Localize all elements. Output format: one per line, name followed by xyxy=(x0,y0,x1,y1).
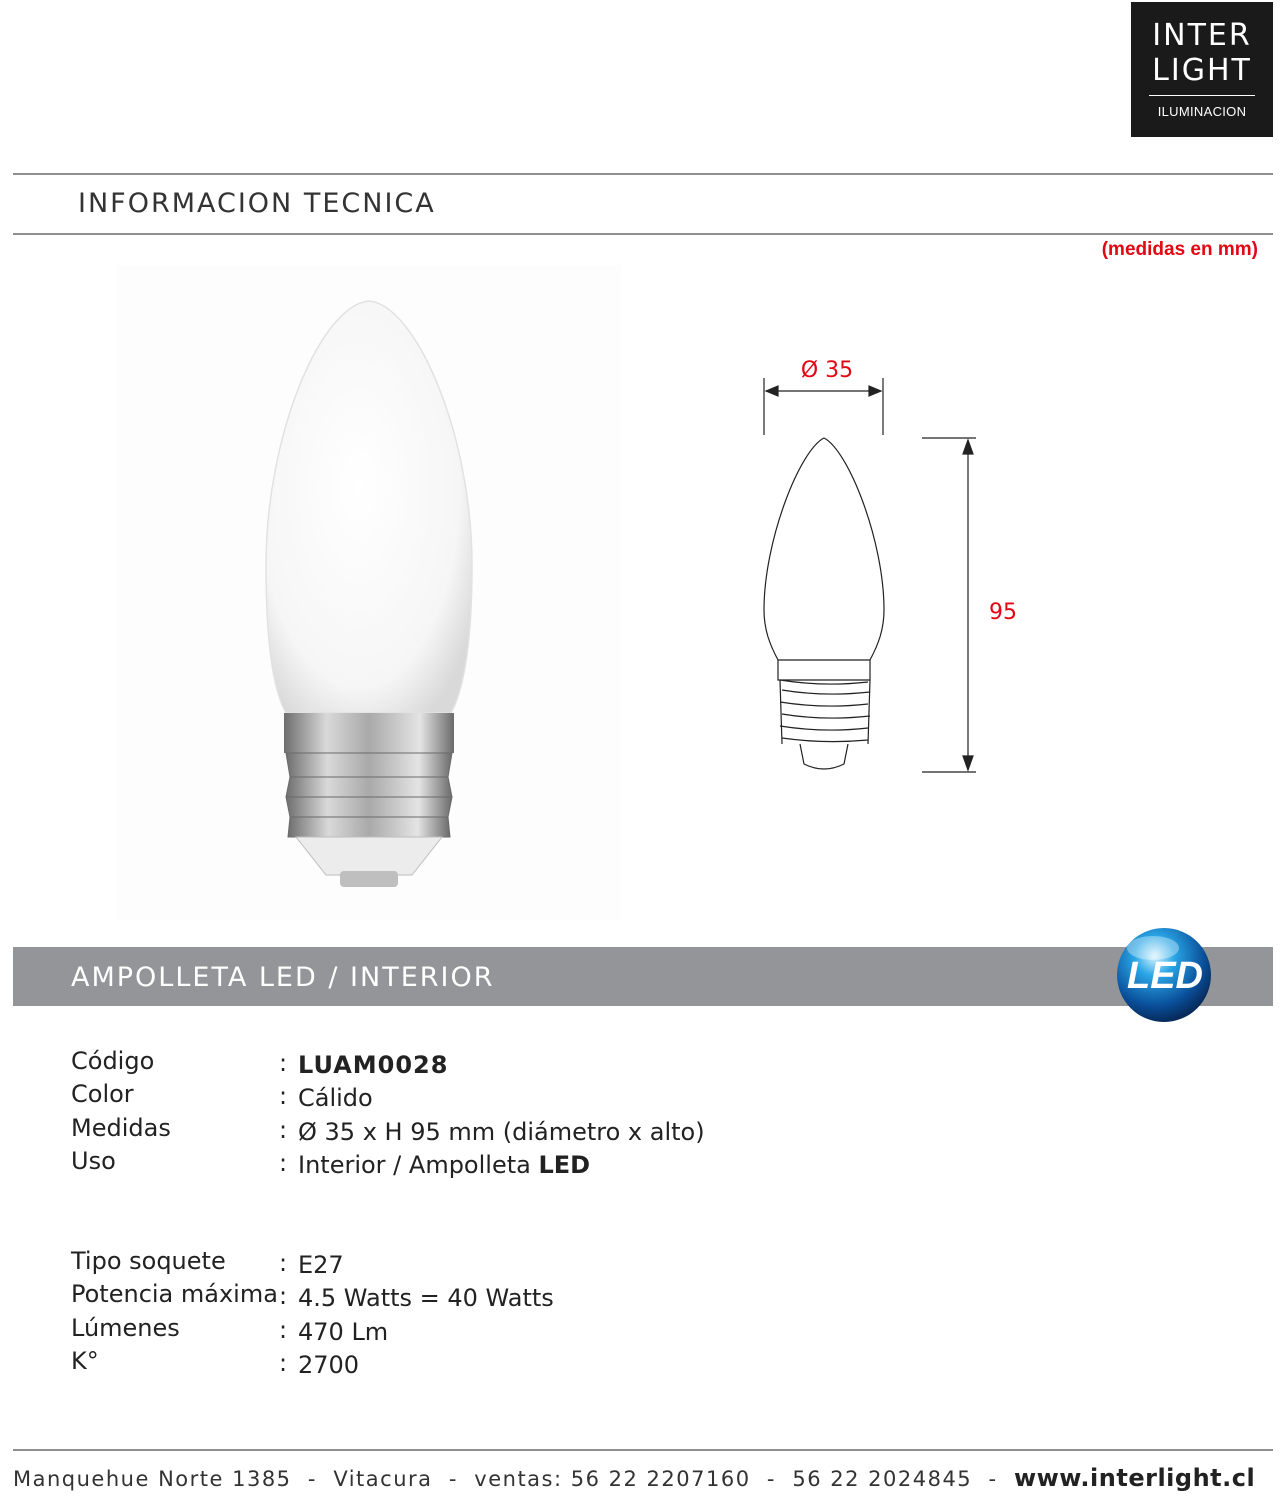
spec-separator: : xyxy=(279,1349,288,1377)
spec-value xyxy=(298,1151,590,1179)
spec-key: Código xyxy=(71,1047,155,1075)
spec-value: 470 Lm xyxy=(298,1318,389,1346)
spec-key: Uso xyxy=(71,1147,116,1175)
section-divider xyxy=(13,233,1273,235)
section-title: INFORMACION TECNICA xyxy=(78,188,436,219)
bulb-photo-illustration xyxy=(116,265,621,920)
spec-key: Lúmenes xyxy=(71,1314,180,1342)
spec-value: 4.5 Watts = 40 Watts xyxy=(298,1284,554,1312)
logo-divider xyxy=(1149,95,1255,96)
height-label: 95 xyxy=(989,600,1017,625)
spec-value-text: Interior / Ampolleta xyxy=(298,1151,539,1179)
dimension-diagram xyxy=(700,340,1040,790)
spec-key: K° xyxy=(71,1347,99,1375)
led-badge-text: LED xyxy=(1127,955,1203,997)
bulb-outline-drawing xyxy=(700,340,1040,790)
spec-value: E27 xyxy=(298,1251,344,1279)
footer-address-phones: Manquehue Norte 1385 - Vitacura - ventas: 56 22 2207160 - 56 22 2024845 - xyxy=(13,1467,1014,1491)
spec-separator: : xyxy=(279,1282,288,1310)
spec-separator: : xyxy=(279,1249,288,1277)
logo-line-iluminacion: ILUMINACION xyxy=(1157,104,1247,119)
units-note: (medidas en mm) xyxy=(1101,239,1258,260)
spec-value: 2700 xyxy=(298,1351,360,1379)
spec-separator: : xyxy=(279,1316,288,1344)
led-badge xyxy=(1113,926,1215,1024)
logo-line-light: LIGHT xyxy=(1152,53,1252,88)
logo-line-inter: INTER xyxy=(1152,18,1252,53)
spec-separator: : xyxy=(279,1116,288,1144)
spec-key: Medidas xyxy=(71,1114,171,1142)
spec-key: Color xyxy=(71,1080,134,1108)
product-photo xyxy=(116,265,621,920)
diameter-label: Ø 35 xyxy=(800,358,854,383)
product-category-title: AMPOLLETA LED / INTERIOR xyxy=(71,962,495,993)
spec-key: Potencia máxima xyxy=(71,1280,278,1308)
footer-contact xyxy=(13,1464,1273,1492)
top-divider xyxy=(13,173,1273,175)
spec-value-code: LUAM0028 xyxy=(298,1051,449,1079)
product-band xyxy=(13,947,1273,1006)
spec-value-bold: LED xyxy=(538,1151,591,1179)
spec-separator: : xyxy=(279,1149,288,1177)
led-sphere-icon xyxy=(1113,926,1215,1024)
spec-separator: : xyxy=(279,1082,288,1110)
brand-logo xyxy=(1131,2,1273,137)
spec-value: Cálido xyxy=(298,1084,373,1112)
spec-separator: : xyxy=(279,1049,288,1077)
spec-key: Tipo soquete xyxy=(71,1247,226,1275)
footer-website-link[interactable]: www.interlight.cl xyxy=(1013,1464,1256,1492)
spec-value: Ø 35 x H 95 mm (diámetro x alto) xyxy=(298,1118,705,1146)
footer-divider xyxy=(13,1449,1273,1451)
